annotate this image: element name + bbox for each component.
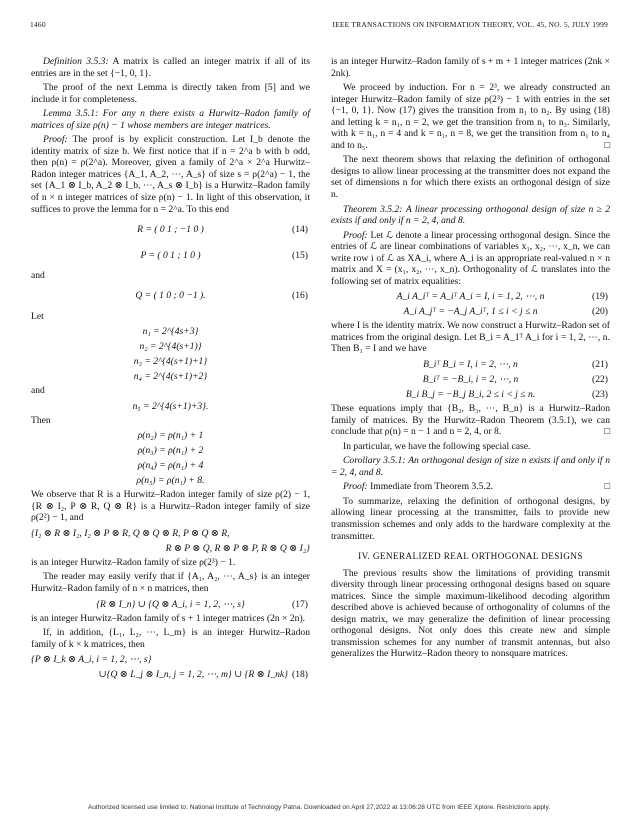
- equation-number: (19): [592, 291, 608, 303]
- definition-label: Definition 3.5.3:: [43, 56, 109, 67]
- equation-body: B_iᵀ B_i = I, i = 2, ⋯, n: [423, 359, 518, 371]
- if-addition-paragraph: If, in addition, {L₁, L₂, ⋯, L_m} is an integer Hurwitz–Radon family of k × k matrices, then: [31, 627, 310, 650]
- qed-symbol: □: [604, 139, 610, 151]
- equation-body: {R ⊗ I_n} ∪ {Q ⊗ A_i, i = 1, 2, ⋯, s}: [96, 598, 245, 610]
- running-header: [30, 20, 608, 32]
- equation-rho-1: [31, 429, 310, 443]
- equation-number: (23): [592, 389, 608, 401]
- equation-n2: [31, 340, 310, 354]
- section-heading: IV. GENERALIZED REAL ORTHOGONAL DESIGNS: [358, 551, 583, 562]
- continuation-text: is an integer Hurwitz–Radon family of s + m + 1 integer matrices (2nk × 2nk).: [331, 56, 610, 79]
- set-line-2: [31, 542, 310, 556]
- corollary-label: Corollary 3.5.1:: [343, 455, 406, 467]
- equation-body: ρ(n₄) = ρ(n₁) + 4: [137, 460, 204, 472]
- equation-17: [31, 598, 310, 612]
- equation-body: {P ⊗ I_k ⊗ A_i, i = 1, 2, ⋯, s}: [31, 654, 152, 666]
- proof2-label: Proof:: [343, 229, 368, 241]
- qed-symbol: □: [604, 481, 610, 493]
- left-column: [31, 56, 310, 683]
- equation-body: R ⊗ P ⊗ Q, R ⊗ P ⊗ P, R ⊗ Q ⊗ I₂}: [165, 543, 310, 555]
- equation-number: (20): [592, 306, 608, 318]
- proof2-paragraph: [331, 230, 610, 288]
- equation-n1: [31, 325, 310, 339]
- proof3-paragraph: [331, 481, 610, 493]
- equation-number: (18): [292, 669, 308, 681]
- equation-number: (17): [292, 598, 308, 610]
- equation-n5: [31, 400, 310, 414]
- equation-20: [331, 305, 610, 319]
- proof3-text: Immediate from Theorem 3.5.2.: [370, 481, 494, 493]
- equation-body: R = ( 0 1 ; −1 0 ): [137, 223, 204, 235]
- theorem-text: A linear processing orthogonal design of size n ≥ 2 exists if and only if n = 2, 4, and 8.: [331, 203, 610, 227]
- where-paragraph: where I is the identity matrix. We now construct a Hurwitz–Radon set of matrices from the original design. Let B_i = A_1ᵀ A_i for i = 1, 2, ⋯, n. Then B₁ = I and we have: [331, 320, 610, 355]
- induction-paragraph: [331, 82, 610, 151]
- equation-number: (14): [292, 223, 308, 235]
- equation-body: ∪{Q ⊗ L_j ⊗ I_n, j = 1, 2, ⋯, m} ∪ {R ⊗ I_nk}: [98, 669, 288, 681]
- equation-body: A_i A_iᵀ = A_iᵀ A_i = I, i = 1, 2, ⋯, n: [396, 291, 545, 303]
- theorem-label: Theorem 3.5.2:: [343, 203, 403, 215]
- equation-18-line-2: [31, 668, 310, 682]
- equation-rho-3: [31, 459, 310, 473]
- set-line-1: [31, 527, 310, 541]
- definition-text: A matrix is called an integer matrix if all of its entries are in the set {−1, 0, 1}.: [31, 56, 311, 79]
- these-paragraph: [331, 403, 610, 438]
- equation-19: [331, 290, 610, 304]
- proof-intro: The proof of the next Lemma is directly taken from [5] and we include it for completeness.: [31, 82, 310, 105]
- equation-body: ρ(n₅) = ρ(n₁) + 8.: [136, 475, 205, 487]
- observe-paragraph: We observe that R is a Hurwitz–Radon integer family of size ρ(2) − 1, {R ⊗ I₂, P ⊗ R, Q ⊗ R} is a Hurwitz–Radon integer family of size ρ(2²) − 1, and: [31, 489, 310, 524]
- proof-paragraph: [31, 134, 310, 215]
- particular-paragraph: In particular, we have the following special case.: [343, 440, 531, 452]
- equation-14: [31, 218, 310, 241]
- then-text: Then: [31, 414, 51, 426]
- theorem-paragraph: [331, 204, 610, 227]
- section-paragraph: The previous results show the limitations of providing transmit diversity through linear processing orthogonal designs based on square matrices. Since the simple maximum-likelihood decoding algorithm described above is achieved because of orthogonality of columns of the design matrix, we may generalize the definition of linear processing orthogonal designs. Not only does this create new and simple transmission schemes for any number of transmit antennas, but also generalizes the Hurwitz–Radon theory to nonsquare matrices.: [331, 567, 610, 660]
- lemma-paragraph: [31, 108, 310, 131]
- equation-n3: [31, 355, 310, 369]
- next-theorem-paragraph: The next theorem shows that relaxing the definition of orthogonal designs to allow linear processing at the transmitter does not expand the set of dimensions n for which there exists an orthogonal design of size n.: [331, 154, 610, 201]
- equation-number: (16): [292, 290, 308, 302]
- equation-number: (22): [592, 374, 608, 386]
- and-text: and: [31, 270, 45, 282]
- equation-body: P = ( 0 1 ; 1 0 ): [140, 249, 201, 261]
- page-number: 1460: [30, 20, 46, 29]
- qed-symbol: □: [604, 426, 610, 438]
- equation-body: B_i B_j = −B_j B_i, 2 ≤ i < j ≤ n.: [405, 389, 536, 401]
- equation-body: {I₂ ⊗ R ⊗ I₂, I₂ ⊗ P ⊗ R, Q ⊗ Q ⊗ R, P ⊗ Q ⊗ R,: [31, 528, 230, 540]
- corollary-text: An orthogonal design of size n exists if and only if n = 2, 4, and 8.: [331, 455, 610, 478]
- equation-body: A_i A_jᵀ = −A_j A_iᵀ, 1 ≤ i < j ≤ n: [403, 306, 538, 318]
- proof3-label: Proof:: [343, 481, 368, 493]
- proof-label: Proof:: [43, 134, 68, 146]
- equation-21: [331, 358, 610, 372]
- equation-number: (15): [292, 249, 308, 261]
- lemma-label: Lemma 3.5.1:: [43, 108, 99, 120]
- equation-22: [331, 373, 610, 387]
- equation-body: n₅ = 2^{4(s+1)+3}.: [132, 400, 209, 412]
- equation-23: [331, 388, 610, 402]
- equation-body: B_iᵀ = −B_i, i = 2, ⋯, n: [422, 374, 519, 386]
- equation-n4: [31, 370, 310, 384]
- license-footer: Authorized licensed use limited to: National Institute of Technology Patna. Downloaded on April 27,2022 at 13:06:28 UTC from IEEE Xplore. Restrictions apply.: [87, 804, 551, 811]
- these-text: These equations imply that {B₂, B₃, ⋯, B_n} is a Hurwitz–Radon family of matrices. By the Hurwitz–Radon Theorem (3.5.1), we can conclude that ρ(n) = n − 1 and n = 2, 4, or 8.: [331, 403, 610, 438]
- let-text: Let: [31, 310, 44, 322]
- summary-paragraph: To summarize, relaxing the definition of orthogonal designs, by allowing linear processing at the transmitter, fails to provide new transmission schemes and only adds to the hardware complexity at the transmitter.: [331, 495, 610, 542]
- lemma-text: For any n there exists a Hurwitz–Radon family of matrices of size ρ(n) − 1 whose members are integer matrices.: [31, 108, 311, 131]
- equation-16: [31, 285, 310, 308]
- is-integer-text: is an integer Hurwitz–Radon family of size ρ(2³) − 1.: [31, 556, 236, 568]
- equation-body: n₁ = 2^{4s+3}: [142, 326, 199, 338]
- equation-body: n₄ = 2^{4(s+1)+2}: [133, 371, 208, 383]
- induction-text: We proceed by induction. For n = 2³, we already constructed an integer Hurwitz–Radon family of size ρ(2³) − 1 with entries in the set {−1, 0, 1}. Now (17) gives the transition from n₁ to n₂. By using (18) and letting k = n₁, n = 2, we get the transition from n₁ to n₃. Similarly, with k = n₁, n = 4 and k = n₁, n = 8, we get the transition from n₁ to n₄ and to n₅.: [331, 82, 610, 151]
- equation-rho-2: [31, 444, 310, 458]
- equation-number: (21): [592, 359, 608, 371]
- equation-body: n₃ = 2^{4(s+1)+1}: [133, 356, 208, 368]
- and-text: and: [31, 385, 45, 397]
- after-17-text: is an integer Hurwitz–Radon family of s + 1 integer matrices (2n × 2n).: [31, 612, 306, 624]
- definition-paragraph: [31, 56, 310, 79]
- right-column: [331, 56, 610, 663]
- equation-body: ρ(n₃) = ρ(n₁) + 2: [137, 445, 204, 457]
- journal-title: IEEE TRANSACTIONS ON INFORMATION THEORY, VOL. 45, NO. 5, JULY 1999: [332, 20, 608, 29]
- equation-body: Q = ( 1 0 ; 0 −1 ).: [135, 290, 206, 302]
- corollary-paragraph: [331, 455, 610, 478]
- proof-text: The proof is by explicit construction. Let I_b denote the identity matrix of size b. We first notice that if n = 2^a b with b odd, then ρ(n) = ρ(2^a). Moreover, given a family of 2^a × 2^a Hurwitz–Radon integer matrices {A_1, A_2, ⋯, A_s} of size s = ρ(2^a) − 1, the set {A_1 ⊗ I_b, A_2 ⊗ I_b, ⋯, A_s ⊗ I_b} is a Hurwitz–Radon family of n × n integer matrices of size ρ(n) − 1. In light of this observation, it suffices to prove the lemma for n = 2^a. To this end: [31, 134, 310, 215]
- equation-rho-4: [31, 474, 310, 488]
- equation-15: [31, 244, 310, 267]
- equation-body: ρ(n₂) = ρ(n₁) + 1: [137, 430, 204, 442]
- equation-body: n₂ = 2^{4(s+1)}: [139, 341, 202, 353]
- equation-18-line-1: [31, 653, 310, 667]
- reader-paragraph: The reader may easily verify that if {A₁, A₂, ⋯, A_s} is an integer Hurwitz–Radon family of n × n matrices, then: [31, 571, 310, 595]
- proof2-text: Let ℒ denote a linear processing orthogonal design. Since the entries of ℒ are linear combinations of variables x₁, x₂, ⋯, x_n, we can write row i of ℒ as XA_i, where A_i is an appropriate real-valued n × n matrix and X = (x₁, x₂, ⋯, x_n). Orthogonality of ℒ translates into the following set of matrix equalities:: [331, 229, 610, 287]
